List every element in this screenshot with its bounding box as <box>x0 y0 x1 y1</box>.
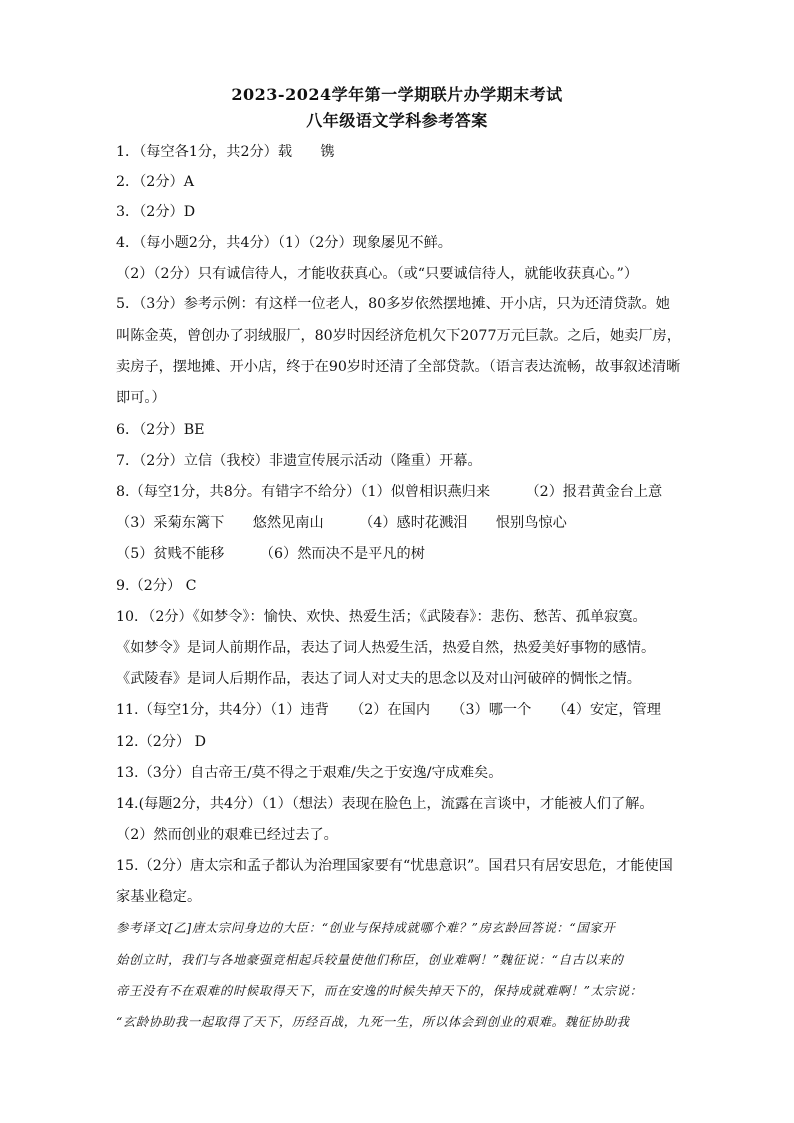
answer-line: 2．（2分）A <box>116 174 194 190</box>
answer-line: 《武陵春》是词人后期作品，表达了词人对丈夫的思念以及对山河破碎的惆怅之情。 <box>116 671 641 687</box>
answer-line: 4．（每小题2分，共4分）（1）（2分）现象屡见不鲜。 <box>116 235 452 251</box>
answer-line: 12.（2分） D <box>116 734 207 750</box>
answer-line: 家基业稳定。 <box>116 889 202 905</box>
translation-line: “玄龄协助我一起取得了天下，历经百战，九死一生，所以体会到创业的艰难。魏征协助我 <box>116 1014 630 1029</box>
answer-line: 即可。） <box>116 390 166 406</box>
answer-line: 叫陈金英，曾创办了羽绒服厂，80岁时因经济危机欠下2077万元巨款。之后，她卖厂房， <box>116 328 681 344</box>
answer-line: 6．（2分）BE <box>116 422 205 438</box>
answer-line: 11.（每空1分，共4分）（1）违背 （2）在国内 （3）哪一个 （4）安定，管理 <box>116 702 661 718</box>
answer-line: 《如梦令》是词人前期作品，表达了词人热爱生活，热爱自然，热爱美好事物的感情。 <box>116 640 656 656</box>
answer-line: （2）然而创业的艰难已经过去了。 <box>116 827 338 843</box>
answer-line: 1．（每空各1分，共2分）载 镌 <box>116 144 335 160</box>
answer-line: 3．（2分）D <box>116 204 196 220</box>
answer-line: 8.（每空1分，共8分。有错字不给分）（1）似曾相识燕归来 （2）报君黄金台上意 <box>116 484 663 500</box>
answer-line: 10．（2分）《如梦令》：愉快、欢快、热爱生活；《武陵春》：悲伤、愁苦、孤单寂寞。 <box>116 609 647 625</box>
document-subtitle: 八年级语文学科参考答案 <box>306 111 488 130</box>
translation-line: 参考译文[乙]唐太宗问身边的大臣：“创业与保持成就哪个难？”房玄龄回答说：“国家开 <box>116 920 616 935</box>
translation-line: 始创立时，我们与各地豪强竞相起兵较量使他们称臣，创业难啊！”魏征说：“自古以来的 <box>116 952 624 967</box>
answer-line: 卖房子，摆地摊、开小店，终于在90岁时还清了全部贷款。（语言表达流畅，故事叙述清晰 <box>116 359 681 375</box>
answer-line: 7．（2分）立信（我校）非遗宣传展示活动（隆重）开幕。 <box>116 453 482 469</box>
answer-line: （3）采菊东篱下 悠然见南山 （4）感时花溅泪 恨别鸟惊心 <box>116 515 567 531</box>
answer-line: 14.(每题2分，共4分）（1）（想法）表现在脸色上，流露在言谈中，才能被人们了解。 <box>116 796 654 812</box>
document-title: 2023-2024学年第一学期联片办学期末考试 <box>231 85 563 104</box>
answer-line: 15.（2分）唐太宗和孟子都认为治理国家要有“忧患意识”。国君只有居安思危，才能使国 <box>116 858 673 874</box>
answer-line: （5）贫贱不能移 （6）然而决不是平凡的树 <box>116 546 425 562</box>
answer-line: （2）（2分）只有诚信待人，才能收获真心。（或“只要诚信待人，就能收获真心。”） <box>116 266 639 282</box>
answer-line: 9.（2分） C <box>116 578 197 594</box>
answer-line: 13.（3分）自古帝王/莫不得之于艰难/失之于安逸/守成难矣。 <box>116 765 503 781</box>
translation-line: 帝王没有不在艰难的时候取得天下，而在安逸的时候失掉天下的，保持成就难啊！”太宗说： <box>116 983 643 998</box>
answer-line: 5．（3分）参考示例：有这样一位老人，80多岁依然摆地摊、开小店，只为还清贷款。她 <box>116 296 670 312</box>
